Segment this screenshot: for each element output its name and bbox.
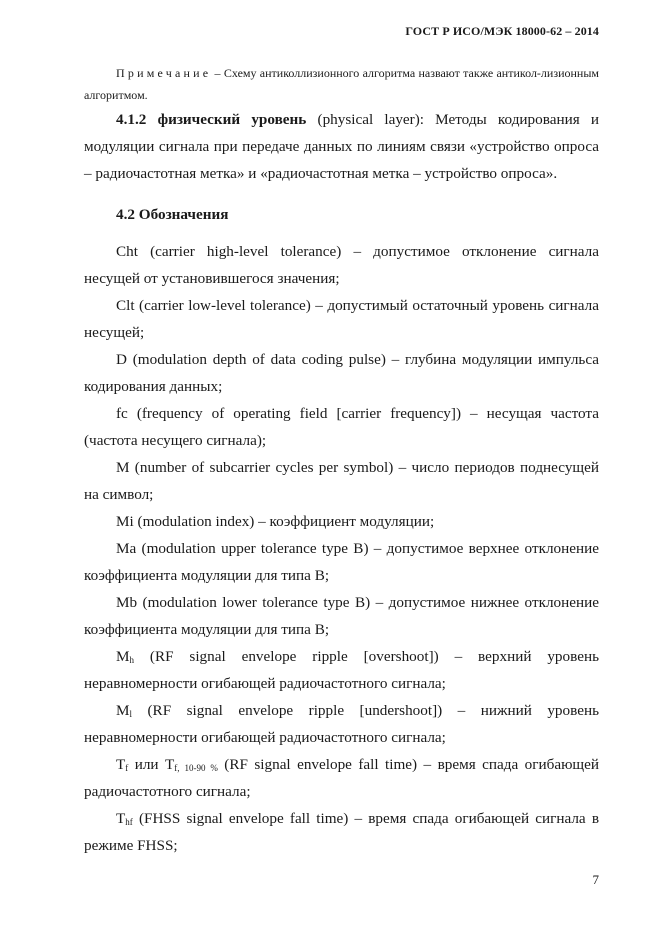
definition-item: Mi (modulation index) – коэффициент модуляции; xyxy=(116,513,435,530)
definition-item: D (modulation depth of data coding pulse) – глубина модуляции импульса кодирования данных; xyxy=(84,351,599,395)
document-header: ГОСТ Р ИСО/МЭК 18000-62 – 2014 xyxy=(405,24,599,38)
section-4-1-2 xyxy=(84,106,599,187)
section-number: 4.1.2 xyxy=(116,111,147,128)
definition-item: Clt (carrier low-level tolerance) – допустимый остаточный уровень сигнала несущей; xyxy=(84,297,599,341)
note-paragraph xyxy=(84,62,599,106)
definition-item: M (number of subcarrier cycles per symbol) – число периодов поднесущей на символ; xyxy=(84,459,599,503)
definitions-list xyxy=(84,238,599,859)
definition-item: Mb (modulation lower tolerance type B) – допустимое нижнее отклонение коэффициента модуляции для типа B; xyxy=(84,594,599,638)
definition-item: fc (frequency of operating field [carrier frequency]) – несущая частота (частота несущего сигнала); xyxy=(84,405,599,449)
page-number: 7 xyxy=(592,872,599,887)
note-text: – Схему антиколлизионного алгоритма назвают также антикол-лизионным алгоритмом. xyxy=(84,66,599,102)
definition-item: $T_f$ или $T_{f, 10-90 \%}$ (RF signal envelope fall time) – время спада огибающей радиочастотного сигнала; xyxy=(84,756,599,800)
definition-item: Cht (carrier high-level tolerance) – допустимое отклонение сигнала несущей от установившегося значения; xyxy=(84,243,599,287)
section-4-1-2-paragraph xyxy=(84,106,599,187)
section-term: физический уровень xyxy=(157,111,307,128)
section-4-2-heading: 4.2 Обозначения xyxy=(116,206,229,223)
definition-item: Ma (modulation upper tolerance type B) – допустимое верхнее отклонение коэффициента модуляции для типа B; xyxy=(84,540,599,584)
definition-item: $M_h$ (RF signal envelope ripple [overshoot]) – верхний уровень неравномерности огибающей радиочастотного сигнала; xyxy=(84,648,599,692)
note-label: Примечание xyxy=(116,66,212,80)
definition-item: $T_{hf}$ (FHSS signal envelope fall time) – время спада огибающей сигнала в режиме FHSS; xyxy=(84,810,599,854)
section-text: (physical layer): Методы кодирования и модуляции сигнала при передаче данных по линиям связи «устройство опроса – радиочастотная метка» и «радиочастотная метка – устройство опроса». xyxy=(84,111,599,182)
definition-item: $M_l$ (RF signal envelope ripple [undershoot]) – нижний уровень неравномерности огибающей радиочастотного сигнала; xyxy=(84,702,599,746)
